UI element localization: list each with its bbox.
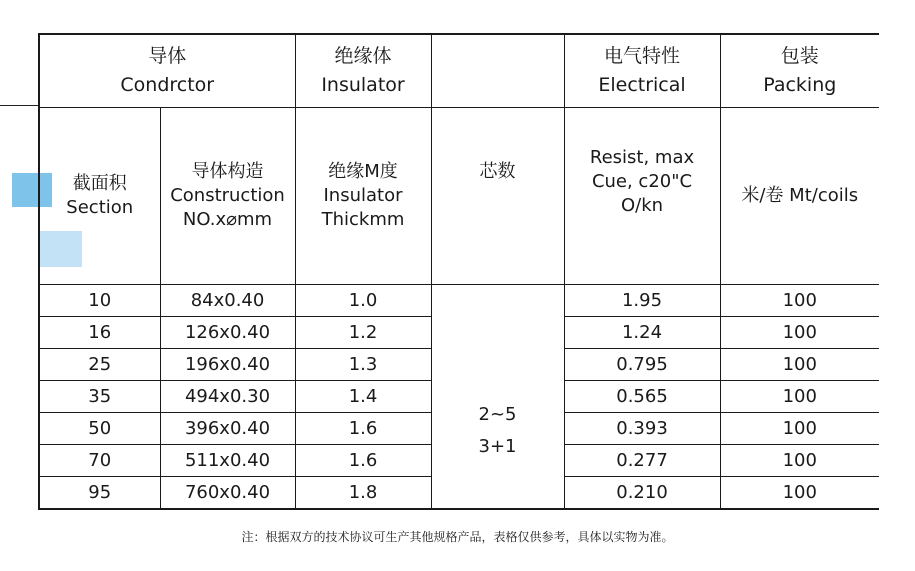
section-header-en: Section bbox=[66, 196, 134, 218]
section-cell: 25 bbox=[39, 348, 160, 380]
table-row bbox=[39, 284, 879, 316]
thickness-header-cn: 绝缘M度 bbox=[328, 160, 398, 182]
packing-header-en: Packing bbox=[763, 73, 837, 96]
resist-cell: 0.210 bbox=[564, 476, 720, 509]
thickness-cell: 1.6 bbox=[295, 444, 431, 476]
section-header bbox=[39, 107, 160, 284]
packing-cell: 100 bbox=[720, 284, 879, 316]
construction-cell: 511x0.40 bbox=[160, 444, 295, 476]
cores-header bbox=[431, 107, 564, 284]
section-header-cn: 截面积 bbox=[72, 172, 127, 194]
section-cell: 16 bbox=[39, 316, 160, 348]
cores-cell bbox=[431, 284, 564, 509]
section-cell: 35 bbox=[39, 380, 160, 412]
construction-cell: 494x0.30 bbox=[160, 380, 295, 412]
thickness-cell: 1.0 bbox=[295, 284, 431, 316]
thickness-cell: 1.3 bbox=[295, 348, 431, 380]
construction-header bbox=[160, 107, 295, 284]
construction-header-en: Construction bbox=[170, 184, 285, 206]
resist-header-line1: Resist, max bbox=[589, 146, 695, 168]
conductor-header-cn: 导体 bbox=[148, 44, 187, 67]
resist-cell: 1.24 bbox=[564, 316, 720, 348]
thickness-cell: 1.2 bbox=[295, 316, 431, 348]
packing-cell: 100 bbox=[720, 380, 879, 412]
thickness-header bbox=[295, 107, 431, 284]
conductor-header bbox=[39, 34, 295, 107]
thickness-cell: 1.6 bbox=[295, 412, 431, 444]
packing-unit-header bbox=[720, 107, 879, 284]
construction-cell: 760x0.40 bbox=[160, 476, 295, 509]
construction-cell: 396x0.40 bbox=[160, 412, 295, 444]
footnote: 注：根据双方的技术协议可生产其他规格产品，表格仅供参考，具体以实物为准。 bbox=[241, 530, 674, 544]
thickness-cell: 1.8 bbox=[295, 476, 431, 509]
construction-cell: 196x0.40 bbox=[160, 348, 295, 380]
packing-header bbox=[720, 34, 879, 107]
section-cell: 70 bbox=[39, 444, 160, 476]
resist-header-line3: O/kn bbox=[620, 194, 664, 216]
packing-unit-text: 米/卷 Mt/coils bbox=[741, 184, 859, 206]
electrical-header-en: Electrical bbox=[598, 73, 686, 96]
resist-cell: 0.795 bbox=[564, 348, 720, 380]
resist-cell: 1.95 bbox=[564, 284, 720, 316]
section-cell: 10 bbox=[39, 284, 160, 316]
subheader-row bbox=[39, 107, 879, 284]
resist-cell: 0.393 bbox=[564, 412, 720, 444]
cores-header-empty bbox=[431, 34, 564, 107]
resist-cell: 0.565 bbox=[564, 380, 720, 412]
resist-header bbox=[564, 107, 720, 284]
packing-cell: 100 bbox=[720, 412, 879, 444]
resist-header-line2: Cue, c20"C bbox=[591, 170, 693, 192]
construction-cell: 84x0.40 bbox=[160, 284, 295, 316]
insulator-header-en: Insulator bbox=[321, 73, 405, 96]
packing-cell: 100 bbox=[720, 348, 879, 380]
construction-header-cn: 导体构造 bbox=[191, 160, 264, 182]
insulator-header-cn: 绝缘体 bbox=[334, 44, 392, 67]
spec-table bbox=[38, 33, 879, 510]
packing-cell: 100 bbox=[720, 476, 879, 509]
construction-header-unit: NO.x⌀mm bbox=[182, 208, 273, 230]
electrical-header bbox=[564, 34, 720, 107]
packing-cell: 100 bbox=[720, 444, 879, 476]
electrical-header-cn: 电气特性 bbox=[604, 44, 681, 67]
decorative-line bbox=[0, 105, 40, 106]
thickness-cell: 1.4 bbox=[295, 380, 431, 412]
thickness-header-en2: Thickmm bbox=[321, 208, 405, 230]
packing-header-cn: 包装 bbox=[780, 44, 819, 67]
section-cell: 50 bbox=[39, 412, 160, 444]
construction-cell: 126x0.40 bbox=[160, 316, 295, 348]
thickness-header-en1: Insulator bbox=[323, 184, 403, 206]
header-row bbox=[39, 34, 879, 107]
conductor-header-en: Condrctor bbox=[120, 73, 215, 96]
insulator-header bbox=[295, 34, 431, 107]
cores-header-cn: 芯数 bbox=[479, 160, 516, 182]
section-cell: 95 bbox=[39, 476, 160, 509]
cores-value-2: 3+1 bbox=[478, 436, 517, 457]
packing-cell: 100 bbox=[720, 316, 879, 348]
cores-value-1: 2~5 bbox=[478, 404, 517, 425]
resist-cell: 0.277 bbox=[564, 444, 720, 476]
